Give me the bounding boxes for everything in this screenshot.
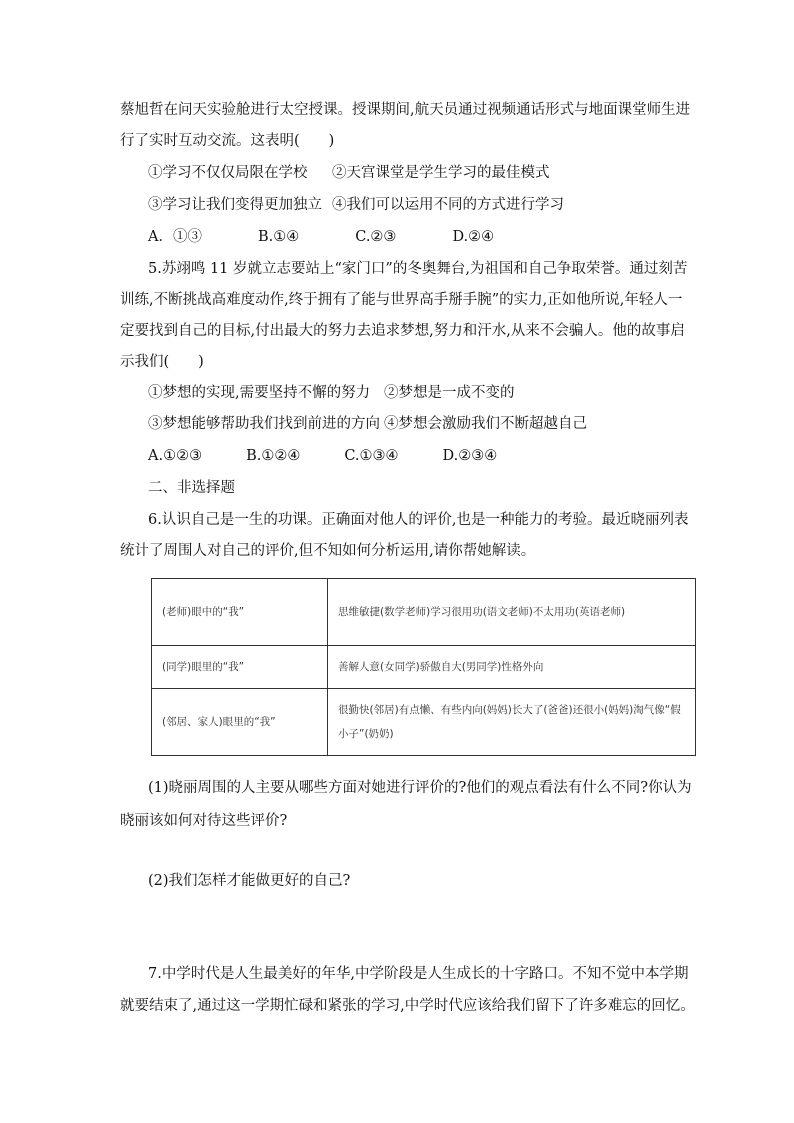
q4-stem-line-1: 蔡旭哲在问天实验舱进行太空授课。授课期间,航天员通过视频通话形式与地面课堂师生进: [120, 102, 691, 118]
q5-stem-line-1: 5.苏翊鸣 11 岁就立志要站上“家门口”的冬奥舞台,为祖国和自己争取荣誉。通过刻苦: [148, 261, 688, 277]
table-row: [152, 689, 696, 756]
q6-subquestion-1-line-1: (1)晓丽周围的人主要从哪些方面对她进行评价的?他们的观点看法有什么不同?你认为: [148, 780, 692, 796]
q4-options-row-1: [148, 163, 550, 183]
table-cell-content: 思维敏捷(数学老师)学习很用功(语文老师)不太用功(英语老师): [328, 579, 696, 646]
q6-stem-line-2: 统计了周围人对自己的评价,但不知如何分析运用,请你帮她解读。: [120, 543, 536, 559]
q5-stem-line-3: 定要找到自己的目标,付出最大的努力去追求梦想,努力和汗水,从来不会骗人。他的故事启: [120, 323, 685, 339]
q4-option-3: ③学习让我们变得更加独立: [148, 197, 322, 213]
q5-options-row-2: [148, 414, 587, 434]
q5-options-row-1: [148, 383, 515, 403]
q4-choice-d[interactable]: D.②④: [452, 229, 495, 245]
q5-option-2: ②梦想是一成不变的: [384, 385, 515, 401]
table-cell-label: (邻居、家人)眼里的“我”: [152, 689, 328, 756]
q4-options-row-2: [148, 195, 564, 215]
q6-stem-line-1: 6.认识自己是一生的功课。正确面对他人的评价,也是一种能力的考验。最近晓丽列表: [148, 512, 689, 528]
table-cell-content: 很勤快(邻居)有点懒、有些内向(妈妈)长大了(爸爸)还很小(妈妈)淘气像“假小子”(奶奶): [328, 689, 696, 756]
evaluation-table: [151, 578, 696, 756]
q4-choice-a[interactable]: A．①③: [148, 229, 202, 245]
q4-answer-choices: [148, 227, 550, 247]
q5-choice-b[interactable]: B.①②④: [246, 448, 301, 464]
q5-answer-choices: [148, 446, 553, 466]
q5-stem-line-2: 训练,不断挑战高难度动作,终于拥有了能与世界高手掰手腕”的实力,正如他所说,年轻人一: [120, 292, 683, 308]
q5-option-3: ③梦想能够帮助我们找到前进的方向: [148, 416, 380, 432]
q4-stem-line-2: 行了实时互动交流。这表明( ): [120, 133, 335, 149]
table-cell-content: 善解人意(女同学)骄傲自大(男同学)性格外向: [328, 646, 696, 689]
table-cell-label: (老师)眼中的“我”: [152, 579, 328, 646]
q5-stem-line-4: 示我们( ): [120, 354, 204, 370]
q5-option-1: ①梦想的实现,需要坚持不懈的努力: [148, 385, 371, 401]
q5-option-4: ④梦想会激励我们不断超越自己: [384, 416, 587, 432]
table-cell-label: (同学)眼里的“我”: [152, 646, 328, 689]
q6-subquestion-1-line-2: 晓丽该如何对待这些评价?: [120, 813, 288, 829]
q5-choice-c[interactable]: C.①③④: [344, 448, 399, 464]
q4-option-4: ④我们可以运用不同的方式进行学习: [332, 197, 564, 213]
q4-choice-b[interactable]: B.①④: [257, 229, 300, 245]
table-row: [152, 646, 696, 689]
section-heading-non-choice: 二、非选择题: [148, 480, 235, 496]
q7-stem-line-1: 7.中学时代是人生最美好的年华,中学阶段是人生成长的十字路口。不知不觉中本学期: [148, 966, 689, 982]
q5-choice-d[interactable]: D.②③④: [442, 448, 498, 464]
q6-subquestion-2: (2)我们怎样才能做更好的自己?: [148, 873, 351, 889]
q4-choice-c[interactable]: C.②③: [355, 229, 397, 245]
q5-choice-a[interactable]: A.①②③: [148, 448, 203, 464]
table-row: [152, 579, 696, 646]
q4-option-1: ①学习不仅仅局限在学校: [148, 165, 308, 181]
q7-stem-line-2: 就要结束了,通过这一学期忙碌和紧张的学习,中学时代应该给我们留下了许多难忘的回忆。: [120, 998, 695, 1014]
q4-option-2: ②天宫课堂是学生学习的最佳模式: [332, 165, 550, 181]
